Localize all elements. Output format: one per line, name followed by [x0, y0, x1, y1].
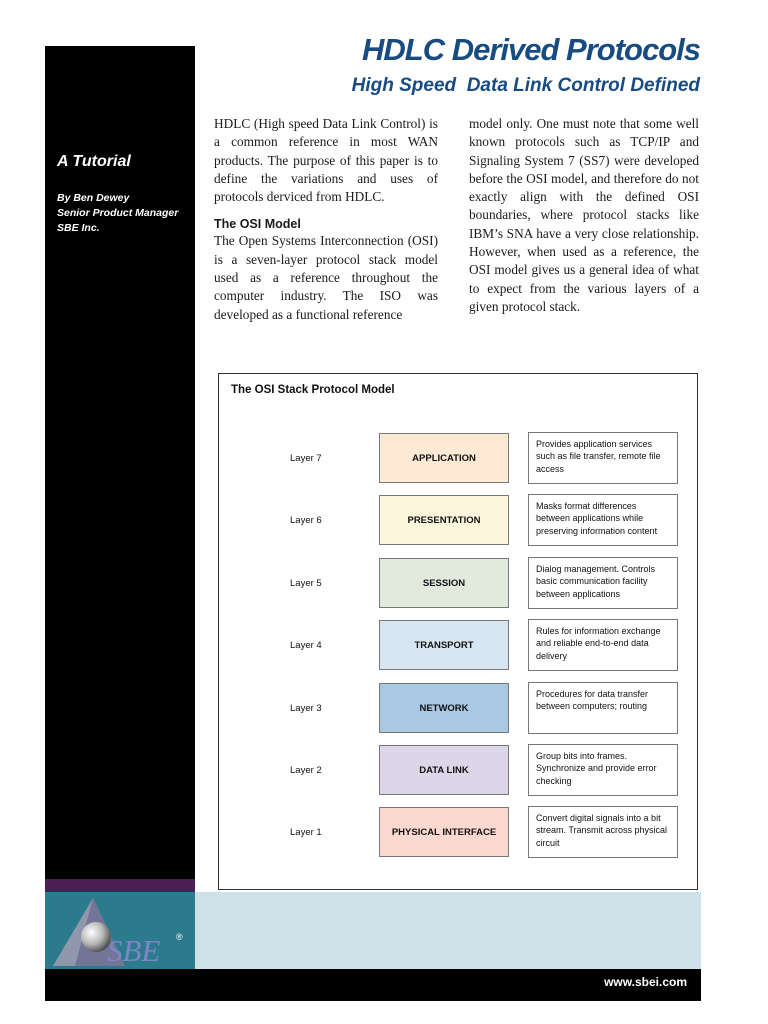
layer-description: Rules for information exchange and reliable end-to-end data delivery — [528, 619, 678, 671]
tutorial-label: A Tutorial — [57, 153, 131, 170]
author-block — [57, 191, 178, 236]
author-role: Senior Product Manager — [57, 207, 179, 219]
website-url: www.sbei.com — [604, 975, 687, 989]
layer-number-label: Layer 4 — [290, 640, 322, 651]
osi-figure — [218, 373, 698, 890]
layer-number-label: Layer 3 — [290, 703, 322, 714]
osi-paragraph: The Open Systems Interconnection (OSI) is a seven-layer protocol stack model used as a reference throughout the computer industry. The ISO was developed as a functional reference — [214, 233, 438, 322]
layer-box: SESSION — [379, 558, 509, 608]
text-column-1 — [214, 115, 438, 324]
layer-number-label: Layer 2 — [290, 765, 322, 776]
page-subtitle: High Speed Data Link Control Defined — [351, 75, 700, 96]
layer-description: Masks format differences between applications while preserving information content — [528, 494, 678, 546]
layer-number-label: Layer 7 — [290, 453, 322, 464]
section-heading: The OSI Model — [214, 217, 301, 232]
sbe-logo — [45, 892, 195, 969]
layer-number-label: Layer 6 — [290, 515, 322, 526]
layer-box: PHYSICAL INTERFACE — [379, 807, 509, 857]
layer-box: PRESENTATION — [379, 495, 509, 545]
layer-number-label: Layer 1 — [290, 827, 322, 838]
figure-title: The OSI Stack Protocol Model — [231, 384, 395, 396]
author-company: SBE Inc. — [57, 222, 100, 234]
author-name: By Ben Dewey — [57, 192, 130, 204]
footer-band — [195, 892, 701, 969]
page-title: HDLC Derived Protocols — [361, 32, 700, 67]
registered-mark: ® — [176, 932, 183, 942]
layer-description: Dialog management. Controls basic communication facility between applications — [528, 557, 678, 609]
footer-bar — [45, 969, 701, 1001]
sidebar — [45, 46, 195, 879]
layer-description: Group bits into frames. Synchronize and provide error checking — [528, 744, 678, 796]
osi-paragraph-continued: model only. One must note that some well known protocols such as TCP/IP and Signaling System 7 (SS7) were developed before the OSI model, and therefore do not exactly align with the defined OSI boundaries, where protocol stacks like IBM’s SNA have a very close relationship. However, when used as a reference, the OSI model gives us a general idea of what to expect from the various layers of a given protocol stack. — [469, 116, 699, 314]
layer-number-label: Layer 5 — [290, 578, 322, 589]
text-column-2 — [469, 115, 699, 316]
logo-text: SBE — [107, 933, 161, 968]
layer-description: Procedures for data transfer between computers; routing — [528, 682, 678, 734]
layer-description: Provides application services such as file transfer, remote file access — [528, 432, 678, 484]
layer-description: Convert digital signals into a bit stream. Transmit across physical circuit — [528, 806, 678, 858]
layer-box: APPLICATION — [379, 433, 509, 483]
layer-box: NETWORK — [379, 683, 509, 733]
intro-paragraph: HDLC (High speed Data Link Control) is a common reference in most WAN products. The purpose of this paper is to define the variations and uses of protocols derviced from HDLC. — [214, 116, 438, 205]
purple-accent-bar — [45, 879, 195, 892]
layer-box: TRANSPORT — [379, 620, 509, 670]
layer-box: DATA LINK — [379, 745, 509, 795]
